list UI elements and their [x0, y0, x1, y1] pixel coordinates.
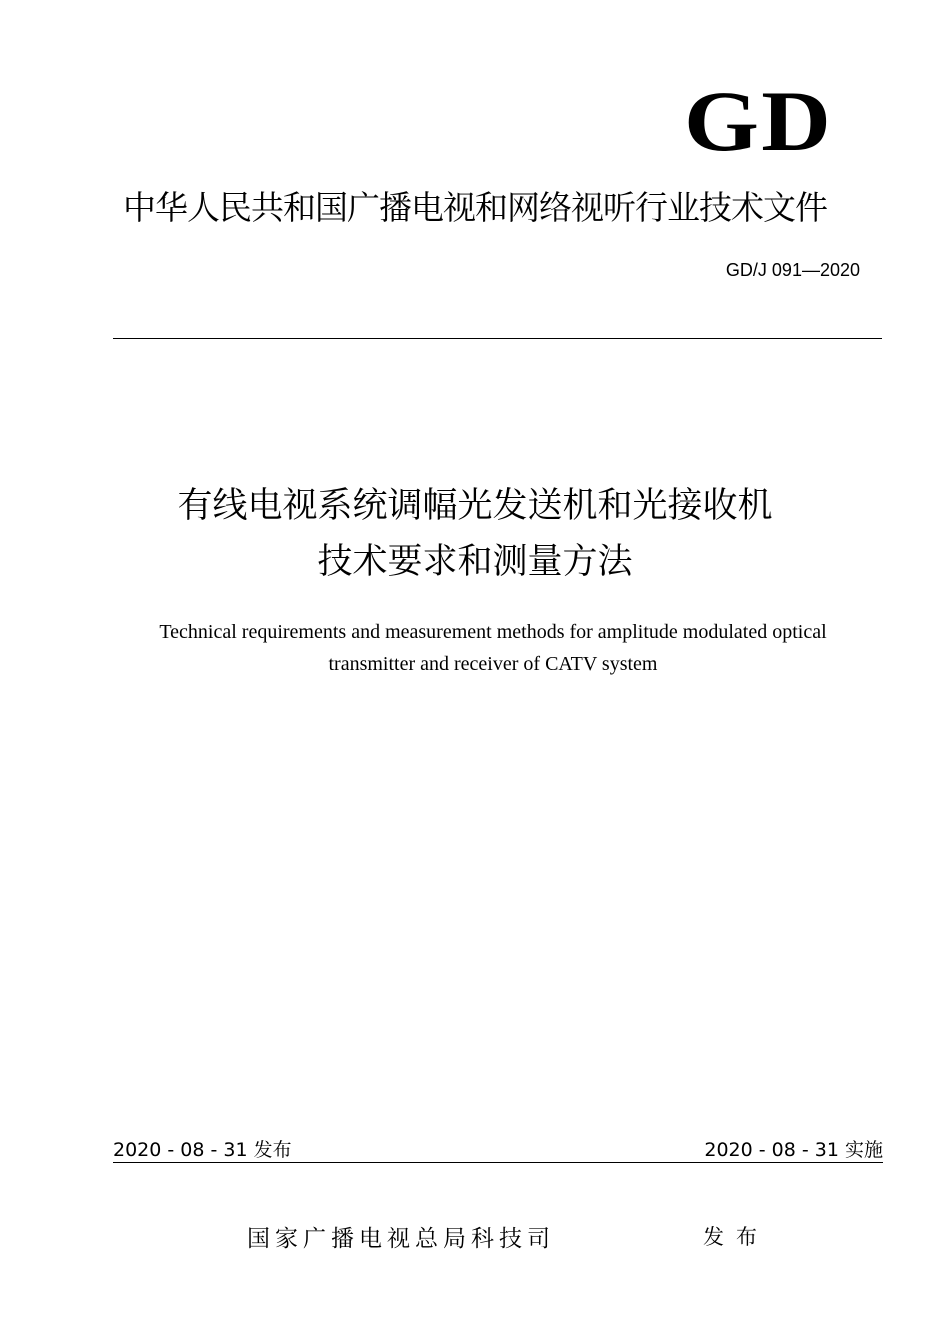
english-title-line-2: transmitter and receiver of CATV system [328, 653, 658, 675]
chinese-title-line-2: 技术要求和测量方法 [317, 542, 633, 582]
chinese-title-line-1: 有线电视系统调幅光发送机和光接收机 [177, 486, 773, 526]
implementation-date: 2020 - 08 - 31 实施 [704, 1139, 883, 1161]
header-divider [113, 338, 882, 339]
standard-number: GD/J 091—2020 [725, 260, 860, 280]
gd-logo: GD [684, 73, 833, 169]
publisher-name: 国家广播电视总局科技司 [247, 1226, 555, 1252]
english-title-line-1: Technical requirements and measurement methods for amplitude modulated optical [159, 621, 827, 643]
document-type-heading: 中华人民共和国广播电视和网络视听行业技术文件 [123, 188, 827, 227]
issue-date: 2020 - 08 - 31 发布 [113, 1139, 292, 1161]
footer-divider [113, 1162, 883, 1163]
publish-label: 发布 [703, 1225, 769, 1249]
